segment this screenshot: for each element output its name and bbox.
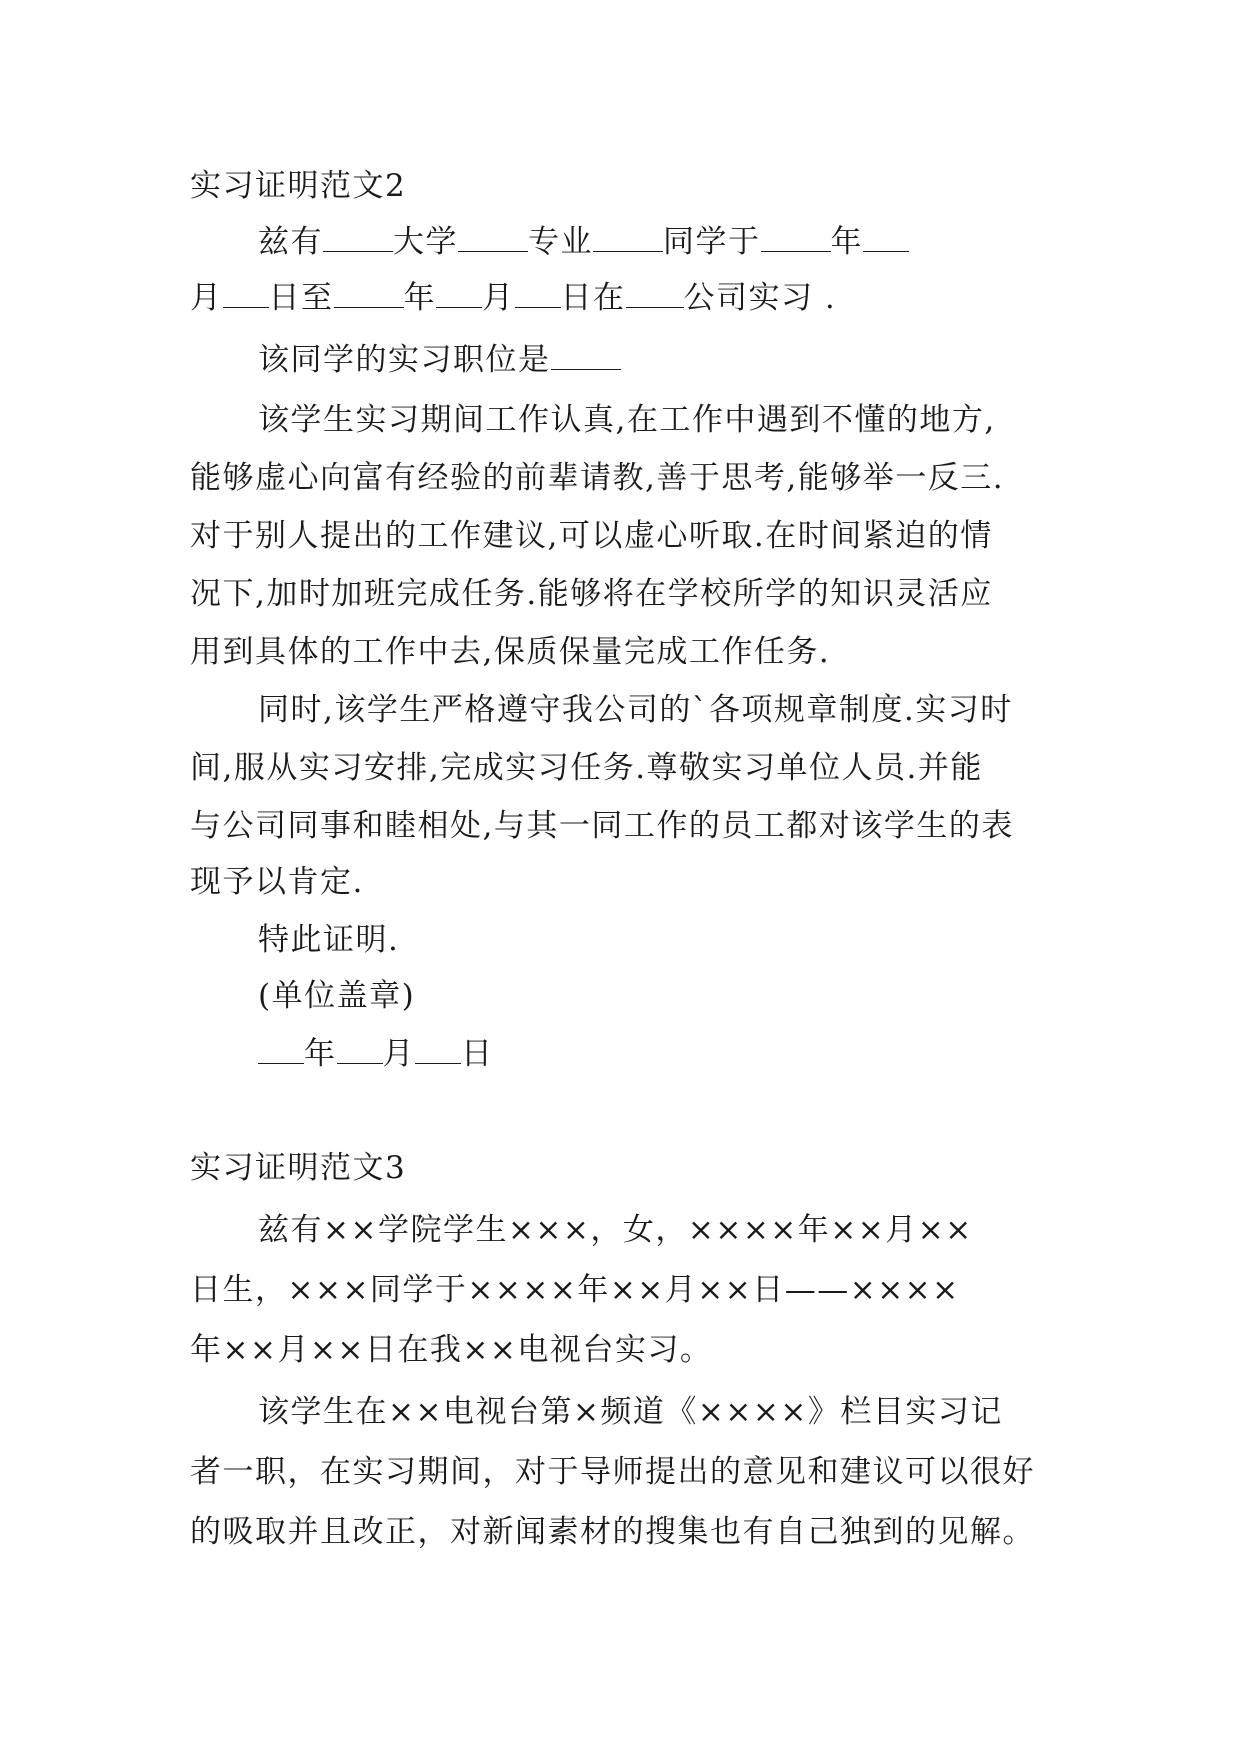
fill-blank [761,225,831,252]
text-fragment: 日至 [268,280,334,316]
paragraph-line: 同时,该学生严格遵守我公司的`各项规章制度.实习时 [258,692,1013,728]
section2-p2 [258,340,621,380]
paragraph-line: 者一职，在实习期间，对于导师提出的意见和建议可以很好 [190,1454,1035,1490]
text-fragment: 年 [830,224,863,260]
paragraph-line: 该学生实习期间工作认真,在工作中遇到不懂的地方, [258,402,996,438]
fill-blank [223,281,269,308]
fill-blank [415,1037,461,1064]
text-fragment: 该同学的实习职位是 [258,342,551,378]
paragraph-line: 用到具体的工作中去,保质保量完成工作任务. [190,634,831,670]
fill-blank [515,281,561,308]
text-fragment: 日 [461,1036,494,1072]
paragraph-line: 现予以肯定. [190,864,364,900]
paragraph-line: 能够虚心向富有经验的前辈请教,善于思考,能够举一反三. [190,460,1005,496]
text-fragment: 大学 [393,224,458,260]
fill-blank [334,281,404,308]
paragraph-line: 日生，×××同学于××××年××月××日——×××× [190,1272,960,1308]
section2-p1-line2 [190,278,836,318]
section3-title: 实习证明范文3 [190,1150,407,1186]
paragraph-line: 况下,加时加班完成任务.能够将在学校所学的知识灵活应 [190,576,993,612]
seal-text: (单位盖章) [258,978,416,1014]
paragraph-line: 对于别人提出的工作建议,可以虚心听取.在时间紧迫的情 [190,518,993,554]
text-fragment: 月 [190,280,223,316]
fill-blank [337,1037,383,1064]
section2-p1-line1 [258,222,909,262]
paragraph-line: 间,服从实习安排,完成实习任务.尊敬实习单位人员.并能 [190,750,983,786]
paragraph-line: 兹有××学院学生×××，女，××××年××月×× [258,1212,973,1248]
fill-blank [593,225,663,252]
text-fragment: 月 [482,280,515,316]
text-fragment: 日在 [560,280,626,316]
fill-blank [436,281,482,308]
text-fragment: 年 [304,1036,337,1072]
text-fragment: 公司实习 . [683,280,837,316]
text-fragment: 兹有 [258,224,323,260]
section2-title: 实习证明范文2 [190,168,407,204]
closing-text: 特此证明. [258,922,400,958]
paragraph-line: 年××月××日在我××电视台实习。 [190,1332,713,1368]
fill-blank [458,225,528,252]
fill-blank [551,343,621,370]
text-fragment: 年 [403,280,436,316]
fill-blank [863,225,909,252]
text-fragment: 专业 [528,224,593,260]
fill-blank [626,281,684,308]
paragraph-line: 与公司同事和睦相处,与其一同工作的员工都对该学生的表 [190,808,1014,844]
paragraph-line: 该学生在××电视台第×频道《××××》栏目实习记 [258,1394,1003,1430]
fill-blank [323,225,393,252]
text-fragment: 月 [382,1036,415,1072]
date-line [258,1034,494,1074]
paragraph-line: 的吸取并且改正，对新闻素材的搜集也有自己独到的见解。 [190,1514,1035,1550]
text-fragment: 同学于 [663,224,761,260]
fill-blank [258,1037,304,1064]
